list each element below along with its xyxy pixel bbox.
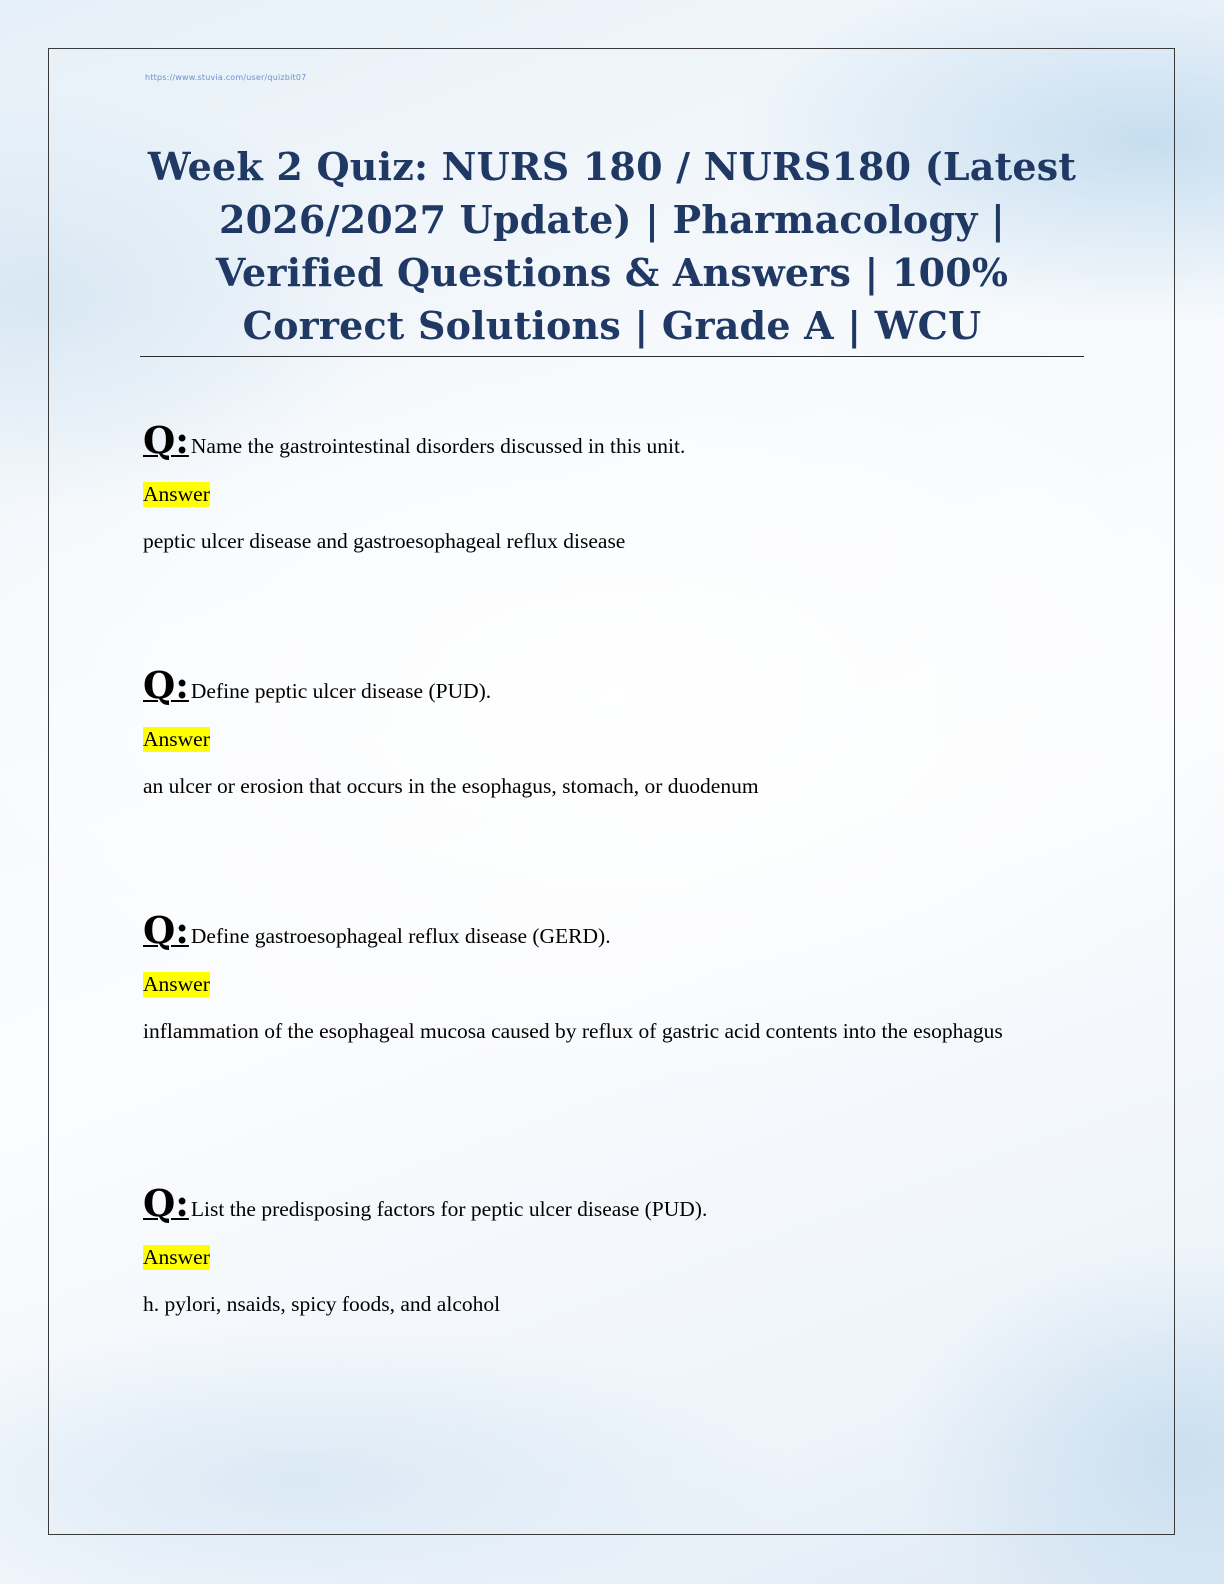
qa-item-4 (143, 1179, 1043, 1319)
document-title: Week 2 Quiz: NURS 180 / NURS180 (Latest 2026/2027 Update) | Pharmacology | Verified Questions & Answers | 100% Correct Solutions | Grade A | WCU (147, 144, 1077, 348)
question-text: Define gastroesophageal reflux disease (GERD). (190, 924, 611, 948)
answer-label: Answer (143, 972, 210, 996)
question-marker: Q: (143, 663, 189, 707)
question-text: Define peptic ulcer disease (PUD). (190, 679, 492, 703)
question-line (143, 1179, 1043, 1223)
question-text: List the predisposing factors for peptic ulcer disease (PUD). (190, 1197, 708, 1221)
question-line (143, 416, 1043, 460)
answer-label: Answer (143, 727, 210, 751)
qa-item-3 (143, 906, 1043, 1046)
question-line (143, 661, 1043, 705)
question-marker: Q: (143, 1181, 189, 1225)
qa-item-2 (143, 661, 1043, 801)
question-text: Name the gastrointestinal disorders discussed in this unit. (190, 434, 686, 458)
question-marker: Q: (143, 908, 189, 952)
question-marker: Q: (143, 418, 189, 462)
question-line (143, 906, 1043, 950)
answer-label: Answer (143, 482, 210, 506)
answer-text: peptic ulcer disease and gastroesophageal reflux disease (143, 529, 626, 553)
answer-text: an ulcer or erosion that occurs in the esophagus, stomach, or duodenum (143, 774, 759, 798)
title-divider (140, 356, 1084, 357)
answer-text: inflammation of the esophageal mucosa caused by reflux of gastric acid contents into the esophagus (143, 1019, 1003, 1043)
qa-item-1 (143, 416, 1043, 556)
answer-text: h. pylori, nsaids, spicy foods, and alcohol (143, 1292, 501, 1316)
source-url[interactable]: https://www.stuvia.com/user/quizbit07 (145, 73, 307, 82)
answer-label: Answer (143, 1245, 210, 1269)
